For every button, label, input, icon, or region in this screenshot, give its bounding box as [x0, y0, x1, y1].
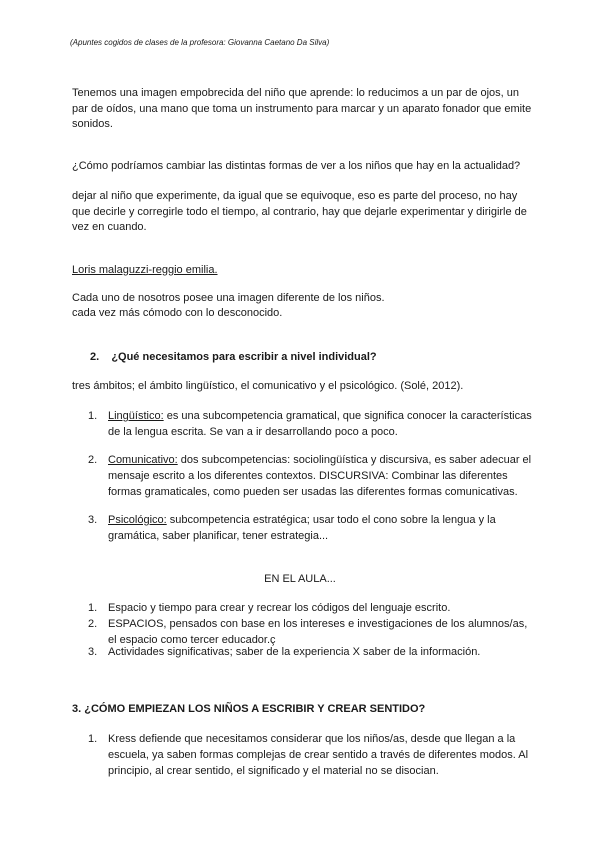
list-text: Espacio y tiempo para crear y recrear los códigos del lenguaje escrito. — [108, 602, 451, 614]
list-number: 3. — [88, 646, 98, 658]
list-text: ESPACIOS, pensados con base en los intereses e investigaciones de los alumnos/as, el espacio como tercer educador.ç — [108, 618, 528, 646]
note-line-2: cada vez más cómodo con lo desconocido. — [72, 307, 283, 319]
list-item — [88, 600, 536, 616]
aula-heading: EN EL AULA... — [264, 573, 336, 585]
list-item — [88, 512, 536, 544]
section3-heading: 3. ¿CÓMO EMPIEZAN LOS NIÑOS A ESCRIBIR Y CREAR SENTIDO? — [72, 703, 426, 715]
list-item — [88, 408, 536, 440]
list-term: Psicológico: — [108, 514, 167, 526]
answer-paragraph: dejar al niño que experimente, da igual que se equivoque, eso es parte del proceso, no hay que decirle y corregirle todo el tiempo, al contrario, hay que dejarle experimentar y dirigirle de vez en cuando. — [72, 190, 527, 233]
list-term: Comunicativo: — [108, 454, 178, 466]
section2-intro: tres ámbitos; el ámbito lingüístico, el comunicativo y el psicológico. (Solé, 2012). — [72, 380, 464, 392]
list-text: Actividades significativas; saber de la experiencia X saber de la información. — [108, 646, 481, 658]
page-header: (Apuntes cogidos de clases de la profesora: Giovanna Caetano Da Silva) — [70, 38, 330, 47]
list-text: Kress defiende que necesitamos considerar que los niños/as, desde que llegan a la escuela, ya saben formas complejas de crear sentido a través de diferentes modos. Al principio, al crear sentido, el significado y el material no se disocian. — [108, 733, 529, 777]
list-text: dos subcompetencias: sociolingüística y discursiva, es saber adecuar el mensaje escrito a los diferentes contextos. DISCURSIVA: Combinar las diferentes formas gramaticales, como pueden ser usadas las diferentes formas comunicativas. — [108, 454, 532, 498]
reference-link-text: Loris malaguzzi-reggio emilia. — [72, 264, 218, 276]
section2-heading — [90, 350, 552, 366]
note-line-1: Cada uno de nosotros posee una imagen diferente de los niños. — [72, 292, 385, 304]
list-number: 1. — [88, 602, 98, 614]
question-paragraph: ¿Cómo podríamos cambiar las distintas formas de ver a los niños que hay en la actualidad? — [72, 160, 521, 172]
list-number: 1. — [88, 733, 98, 745]
list-number: 2. — [88, 454, 98, 466]
list-item — [88, 452, 536, 500]
section2-title: ¿Qué necesitamos para escribir a nivel individual? — [111, 351, 377, 363]
section2-number: 2. — [90, 351, 100, 363]
list-number: 2. — [88, 618, 98, 630]
intro-paragraph: Tenemos una imagen empobrecida del niño que aprende: lo reducimos a un par de ojos, un par de oídos, una mano que toma un instrumento para marcar y un aparato fonador que emite sonidos. — [72, 87, 532, 130]
list-text: es una subcompetencia gramatical, que significa conocer la características de la lengua escrita. Se van a ir desarrollando poco a poco. — [108, 410, 532, 438]
list-number: 3. — [88, 514, 98, 526]
list-term: Lingüístico: — [108, 410, 164, 422]
list-number: 1. — [88, 410, 98, 422]
list-item — [88, 731, 536, 779]
list-item — [88, 644, 536, 660]
list-text: subcompetencia estratégica; usar todo el cono sobre la lengua y la gramática, saber planificar, tener estrategia... — [108, 514, 496, 542]
